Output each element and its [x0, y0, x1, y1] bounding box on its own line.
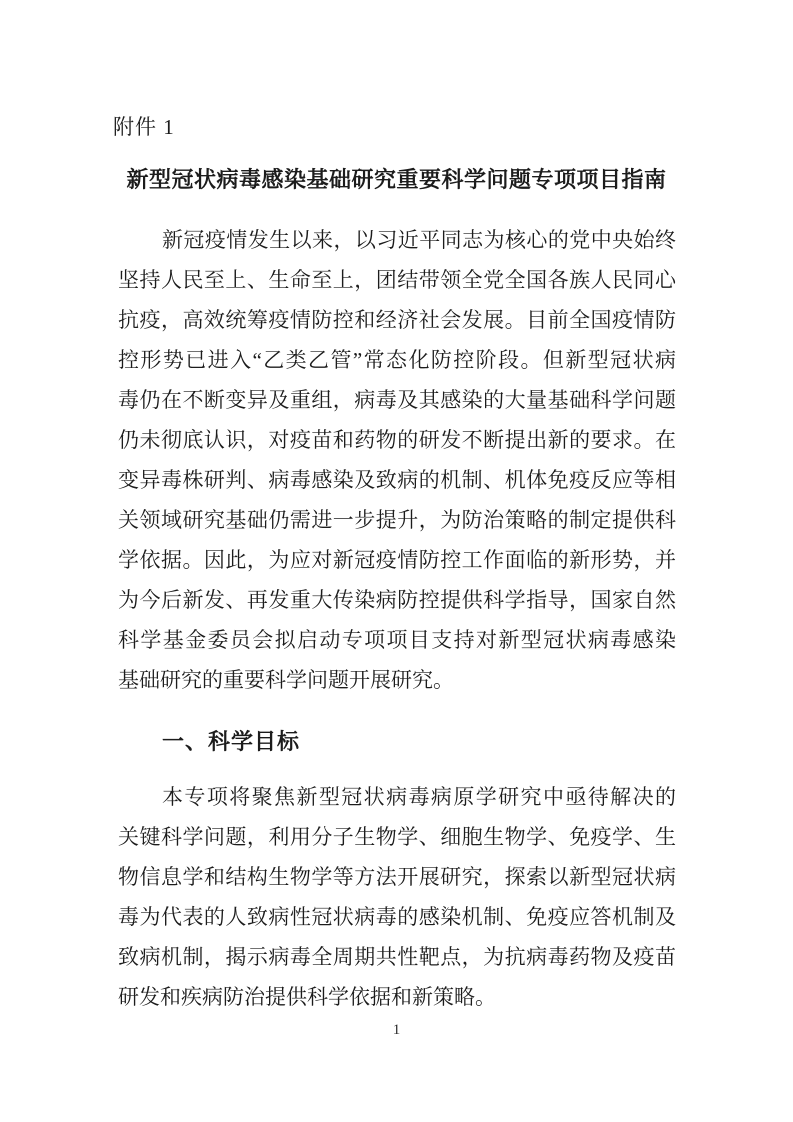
attachment-label: 附件 1 — [113, 115, 175, 139]
body-line: 控形势已进入“乙类乙管”常态化防控阶段。但新型冠状病 — [118, 348, 676, 372]
body-line: 坚持人民至上、生命至上，团结带领全党全国各族人民同心 — [118, 268, 676, 292]
body-line: 本专项将聚焦新型冠状病毒病原学研究中亟待解决的 — [162, 785, 676, 809]
body-line: 学依据。因此，为应对新冠疫情防控工作面临的新形势，并 — [118, 548, 676, 572]
intro-paragraph — [118, 220, 676, 700]
body-line: 新冠疫情发生以来，以习近平同志为核心的党中央始终 — [162, 228, 676, 252]
body-line: 关领域研究基础仍需进一步提升，为防治策略的制定提供科 — [118, 508, 676, 532]
section-heading-science-goal: 一、科学目标 — [162, 729, 301, 754]
body-line: 基础研究的重要科学问题开展研究。 — [118, 668, 454, 692]
body-line: 毒为代表的人致病性冠状病毒的感染机制、免疫应答机制及 — [118, 905, 676, 929]
body-line: 仍未彻底认识，对疫苗和药物的研发不断提出新的要求。在 — [118, 428, 676, 452]
body-line: 变异毒株研判、病毒感染及致病的机制、机体免疫反应等相 — [118, 468, 676, 492]
body-line: 关键科学问题，利用分子生物学、细胞生物学、免疫学、生 — [118, 825, 676, 849]
science-goal-paragraph — [118, 777, 676, 1017]
document-title: 新型冠状病毒感染基础研究重要科学问题专项项目指南 — [126, 167, 667, 192]
body-line: 毒仍在不断变异及重组，病毒及其感染的大量基础科学问题 — [118, 388, 676, 412]
body-line: 抗疫，高效统筹疫情防控和经济社会发展。目前全国疫情防 — [118, 308, 676, 332]
body-line: 致病机制，揭示病毒全周期共性靶点，为抗病毒药物及疫苗 — [118, 945, 676, 969]
body-line: 科学基金委员会拟启动专项项目支持对新型冠状病毒感染 — [118, 628, 676, 652]
body-line: 为今后新发、再发重大传染病防控提供科学指导，国家自然 — [118, 588, 676, 612]
body-line: 研发和疾病防治提供科学依据和新策略。 — [118, 985, 496, 1009]
body-line: 物信息学和结构生物学等方法开展研究，探索以新型冠状病 — [118, 865, 676, 889]
page-number: 1 — [392, 1022, 401, 1038]
